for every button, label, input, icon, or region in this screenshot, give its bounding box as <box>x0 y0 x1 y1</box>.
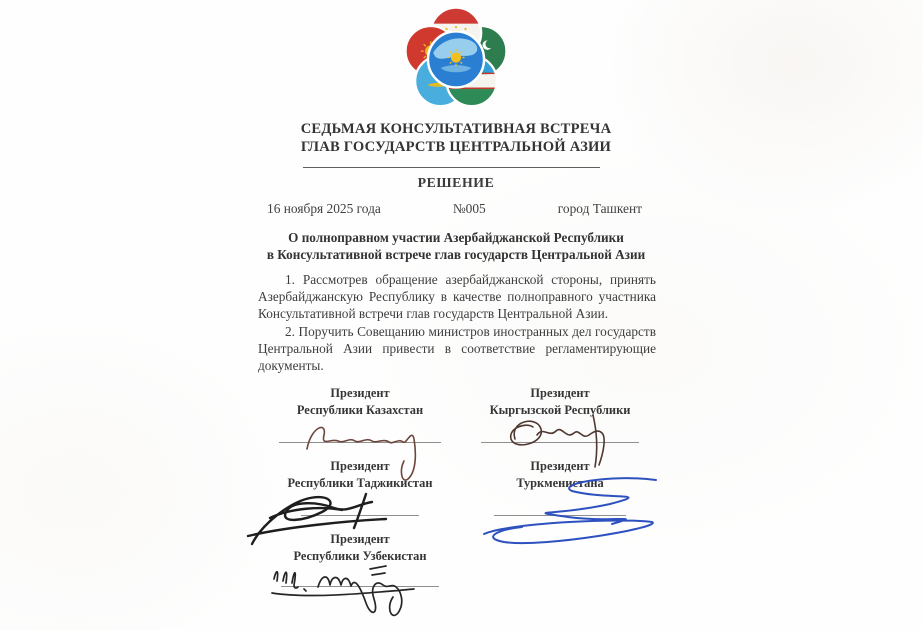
document-subject-line1: О полноправном участии Азербайджанской Республики <box>288 230 624 245</box>
signature-area <box>460 492 660 516</box>
signer-title <box>260 531 460 565</box>
signature-block-empty <box>460 531 660 587</box>
document-date: 16 ноября 2025 года <box>267 201 381 216</box>
signer-title-line2: Республики Узбекистан <box>293 549 427 563</box>
signature-block-uzbekistan <box>260 531 460 587</box>
signer-title-line2: Республики Казахстан <box>296 403 424 417</box>
signer-title <box>460 385 660 419</box>
summit-emblem-graphic <box>399 7 513 108</box>
signer-title-line2: Туркменистана <box>516 476 604 490</box>
signature-area <box>260 419 460 443</box>
document-type-heading: РЕШЕНИЕ <box>417 175 495 190</box>
signer-title-line1: Президент <box>330 459 390 473</box>
document-title-line1: СЕДЬМАЯ КОНСУЛЬТАТИВНАЯ ВСТРЕЧА <box>300 121 612 137</box>
document-body <box>258 271 656 374</box>
signature-row-3 <box>260 531 660 587</box>
globe-icon <box>428 31 484 87</box>
signature-block-kazakhstan <box>260 385 460 443</box>
signature-block-turkmenistan <box>460 458 660 516</box>
signature-row-1 <box>260 385 660 443</box>
signature-area <box>260 565 460 587</box>
signer-title-line1: Президент <box>530 386 590 400</box>
body-paragraph-1: 1. Рассмотрев обращение азербайджанской стороны, принять Азербайджанскую Республику в качестве полноправного участника Консультативной встречи глав государств Центральной Азии. <box>258 272 656 322</box>
document-place: город Ташкент <box>557 201 642 216</box>
signer-title <box>260 385 460 419</box>
signature-line <box>281 586 439 587</box>
signer-title-line1: Президент <box>330 386 390 400</box>
header-divider <box>303 167 600 168</box>
body-paragraph-2: 2. Поручить Совещанию министров иностранных дел государств Центральной Азии привести в соответствие регламентирующие документы. <box>258 323 656 374</box>
signer-title-line1: Президент <box>530 459 590 473</box>
document-subject <box>260 229 652 264</box>
document-title-line2: ГЛАВ ГОСУДАРСТВ ЦЕНТРАЛЬНОЙ АЗИИ <box>300 138 612 155</box>
signature-line <box>494 515 626 516</box>
document-subject-line2: в Консультативной встрече глав государств Центральной Азии <box>266 247 646 263</box>
signature-line <box>279 442 441 443</box>
summit-emblem <box>399 7 513 108</box>
signer-title-line1: Президент <box>330 532 390 546</box>
signature-line <box>481 442 639 443</box>
signature-row-2 <box>260 458 660 516</box>
signature-line <box>301 515 419 516</box>
signer-title-line2: Кыргызской Республики <box>489 403 631 417</box>
meta-row <box>258 201 654 217</box>
signer-title-line2: Республики Таджикистан <box>287 476 433 490</box>
signer-title <box>460 458 660 492</box>
signature-area <box>460 419 660 443</box>
signer-title <box>260 458 460 492</box>
document-number: №005 <box>452 201 486 216</box>
document-title <box>260 121 652 156</box>
signature-area <box>260 492 460 516</box>
signature-block-tajikistan <box>260 458 460 516</box>
signature-block-kyrgyzstan <box>460 385 660 443</box>
